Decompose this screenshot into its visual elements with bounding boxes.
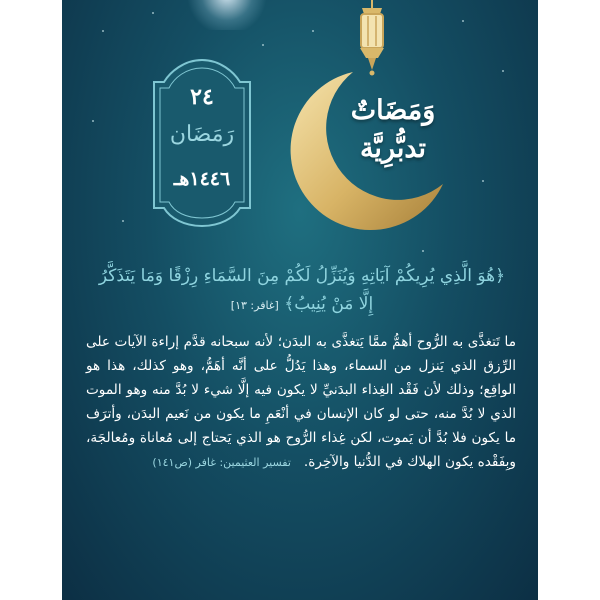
poster: [62, 0, 538, 600]
star: [462, 20, 464, 22]
star: [152, 12, 154, 14]
verse-text: ﴿هُوَ الَّذِي يُرِيكُمْ آيَاتِهِ وَيُنَزِّلُ لَكُمْ مِنَ السَّمَاءِ رِزْقًا وَمَا يَتَذَكَّرُ إِلَّا مَنْ يُنِيبُ﴾: [98, 266, 506, 314]
star: [122, 220, 124, 222]
title-line-2: تدبُّرِيَّة: [359, 133, 427, 164]
page-title: [318, 92, 468, 168]
commentary-body: ما تَتغذَّى به الرُّوح أهمُّ ممَّا يَتغذَّى به البدَن؛ لأنه سبحانه قدَّم إراءة الآيات على الرِّزق الذي يَنزل من السماء، وهذا يَدُلُّ على أنَّه أهَمُّ، وهو كذلك، هذا هو الواقِع؛ وذلك لأن فَقْد الغِذاء البدَنيِّ لا يكون فيه إلَّا شيء لا بُدَّ منه وهو الموت الذي لا بُدَّ منه، حتى لو كان الإنسان في أنْعَمِ ما يكون من نَعيم البدَن، وأترَف ما يكون فلا بُدَّ أن يَموت، لكن غِذاء الرُّوح هو الذي يَحتاج إلى مُعاناة ومُعالجَة، وبِفَقْده يكون الهلاك في الدُّنيا والآخِرة.: [86, 334, 516, 470]
star: [502, 70, 504, 72]
commentary-source: تفسير العثيمين: غافر (ص١٤١): [152, 456, 291, 469]
star: [92, 120, 94, 122]
star: [482, 180, 484, 182]
star: [102, 30, 104, 32]
badge-month: رَمَضَان: [169, 122, 235, 147]
quran-verse: [90, 262, 514, 320]
title-line-1: وَمَضَاتٌ: [350, 95, 436, 126]
star: [422, 250, 424, 252]
star: [312, 30, 314, 32]
verse-reference: [غافر: ١٣]: [230, 299, 279, 312]
commentary-text: [86, 330, 516, 475]
badge-day: ٢٤: [190, 84, 214, 110]
badge-year: ١٤٤٦هـ: [173, 168, 231, 190]
light-glow: [182, 0, 272, 30]
star: [262, 44, 264, 46]
